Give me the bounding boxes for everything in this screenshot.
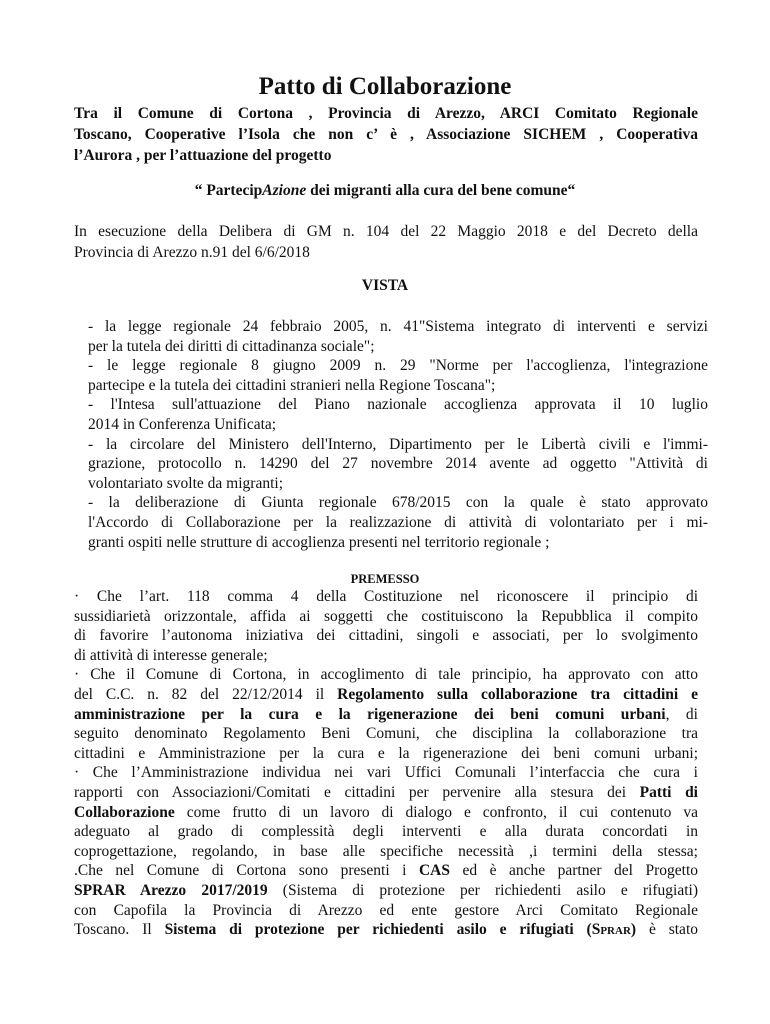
vista-line: - la deliberazione di Giunta regionale 678/2015 con la quale è stato approvato <box>88 494 708 512</box>
premesso-line: seguito denominato Regolamento Beni Comuni, che disciplina la collaborazione tra <box>74 725 698 743</box>
project-title-italic: Azione <box>262 182 307 199</box>
premesso-text: rapporti con Associazioni/Comitati e cittadini per pervenire alla stesura dei <box>74 783 640 801</box>
premesso-line <box>74 920 698 940</box>
subtitle-line: Tra il Comune di Cortona , Provincia di Arezzo, ARCI Comitato Regionale <box>74 105 698 122</box>
patti-bold: Patti di <box>639 783 698 801</box>
closing-paren: ) <box>630 921 637 939</box>
premesso-text: , di <box>665 705 698 723</box>
premesso-line: di favorire l’autonoma iniziativa dei cittadini, singoli e associati, per lo svolgimento <box>74 627 698 645</box>
premesso-line: sussidiarietà orizzontale, affida ai soggetti che costituiscono la Repubblica il compito <box>74 607 698 625</box>
premesso-line <box>74 861 698 881</box>
premesso-line <box>74 685 698 705</box>
intro-paragraph <box>74 221 698 263</box>
premesso-heading: PREMESSO <box>350 572 420 586</box>
vista-line: partecipe e la tutela dei cittadini stranieri nella Regione Toscana"; <box>88 376 496 394</box>
premesso-line: con Capofila la Provincia di Arezzo ed ente gestore Arci Comitato Regionale <box>74 901 698 919</box>
premesso-line: · Che l’Amministrazione individua nei vari Uffici Comunali l’interfaccia che cura i <box>74 764 698 782</box>
premesso-text: (Sistema di protezione per richiedenti asilo e rifugiati) <box>267 881 698 899</box>
premesso-text: ed è anche partner del Progetto <box>449 862 698 880</box>
premesso-line <box>74 881 698 901</box>
regolamento-title-cont: amministrazione per la cura e la rigenerazione dei beni comuni urbani <box>74 705 666 723</box>
vista-line: - le legge regionale 8 giugno 2009 n. 29 "Norme per l'accoglienza, l'integrazione <box>88 357 708 375</box>
vista-line: volontariato svolte da migranti; <box>88 474 283 492</box>
parties-subtitle <box>74 103 698 166</box>
project-open-quote: “ <box>194 182 207 199</box>
premesso-text: .Che nel Comune di Cortona sono presenti i <box>74 862 419 880</box>
project-title <box>0 181 770 201</box>
vista-line: per la tutela dei diritti di cittadinanza sociale"; <box>88 337 375 355</box>
sistema-protezione-bold: Sistema di protezione per richiedenti asilo e rifugiati ( <box>164 921 592 939</box>
vista-heading: VISTA <box>361 277 409 294</box>
premesso-line: di attività di interesse generale; <box>74 646 268 664</box>
vista-list <box>88 317 708 552</box>
vista-line: - l'Intesa sull'attuazione del Piano nazionale accoglienza approvata il 10 luglio <box>88 396 708 414</box>
regolamento-title: Regolamento sulla collaborazione tra cittadini e <box>337 685 699 703</box>
premesso-text: Toscano. Il <box>74 921 165 939</box>
vista-line: l'Accordo di Collaborazione per la realizzazione di attività di volontariato per i mi- <box>88 513 708 531</box>
project-title-part3: dei migranti alla cura del bene comune“ <box>306 182 576 199</box>
sprar-acronym: Sprar <box>591 921 631 939</box>
premesso-text: del C.C. n. 82 del 22/12/2014 il <box>74 685 338 703</box>
premesso-line: coprogettazione, regolando, in base alle specifiche necessità ,i termini della stessa; <box>74 842 698 860</box>
document-title: Patto di Collaborazione <box>258 73 512 100</box>
vista-line: grazione, protocollo n. 14290 del 27 novembre 2014 avente ad oggetto "Attività di <box>88 455 708 473</box>
premesso-line: cittadini e Amministrazione per la cura e la rigenerazione dei beni comuni urbani; <box>74 744 698 762</box>
premesso-text: è stato <box>636 921 698 939</box>
vista-line: 2014 in Conferenza Unificata; <box>88 415 277 433</box>
collaborazione-bold: Collaborazione <box>74 803 175 821</box>
intro-line: Provincia di Arezzo n.91 del 6/6/2018 <box>74 244 310 261</box>
sprar-project-bold: SPRAR Arezzo 2017/2019 <box>74 881 268 899</box>
vista-line: - la circolare del Ministero dell'Interno, Dipartimento per le Libertà civili e l'immi- <box>88 435 708 453</box>
premesso-line <box>74 783 698 803</box>
vista-line: granti ospiti nelle strutture di accoglienza presenti nel territorio regionale ; <box>88 533 550 551</box>
cas-bold: CAS <box>418 862 450 880</box>
premesso-line: · Che l’art. 118 comma 4 della Costituzione nel riconoscere il principio di <box>74 588 698 605</box>
intro-line: In esecuzione della Delibera di GM n. 104 del 22 Maggio 2018 e del Decreto della <box>74 223 698 240</box>
vista-line: - la legge regionale 24 febbraio 2005, n. 41"Sistema integrato di interventi e servizi <box>88 318 708 335</box>
premesso-line: · Che il Comune di Cortona, in accoglimento di tale principio, ha approvato con atto <box>74 666 698 684</box>
premesso-line: adeguato al grado di complessità degli interventi e alla durata concordati in <box>74 823 698 841</box>
project-title-part1: Partecip <box>206 182 263 199</box>
premesso-line <box>74 803 698 823</box>
premesso-text: come frutto di un lavoro di dialogo e confronto, il cui contenuto va <box>174 803 698 821</box>
premesso-body <box>74 587 698 940</box>
subtitle-line: Toscano, Cooperative l’Isola che non c’ è , Associazione SICHEM , Cooperativa <box>74 126 698 143</box>
subtitle-line: l’Aurora , per l’attuazione del progetto <box>74 147 332 164</box>
premesso-line <box>74 705 698 725</box>
